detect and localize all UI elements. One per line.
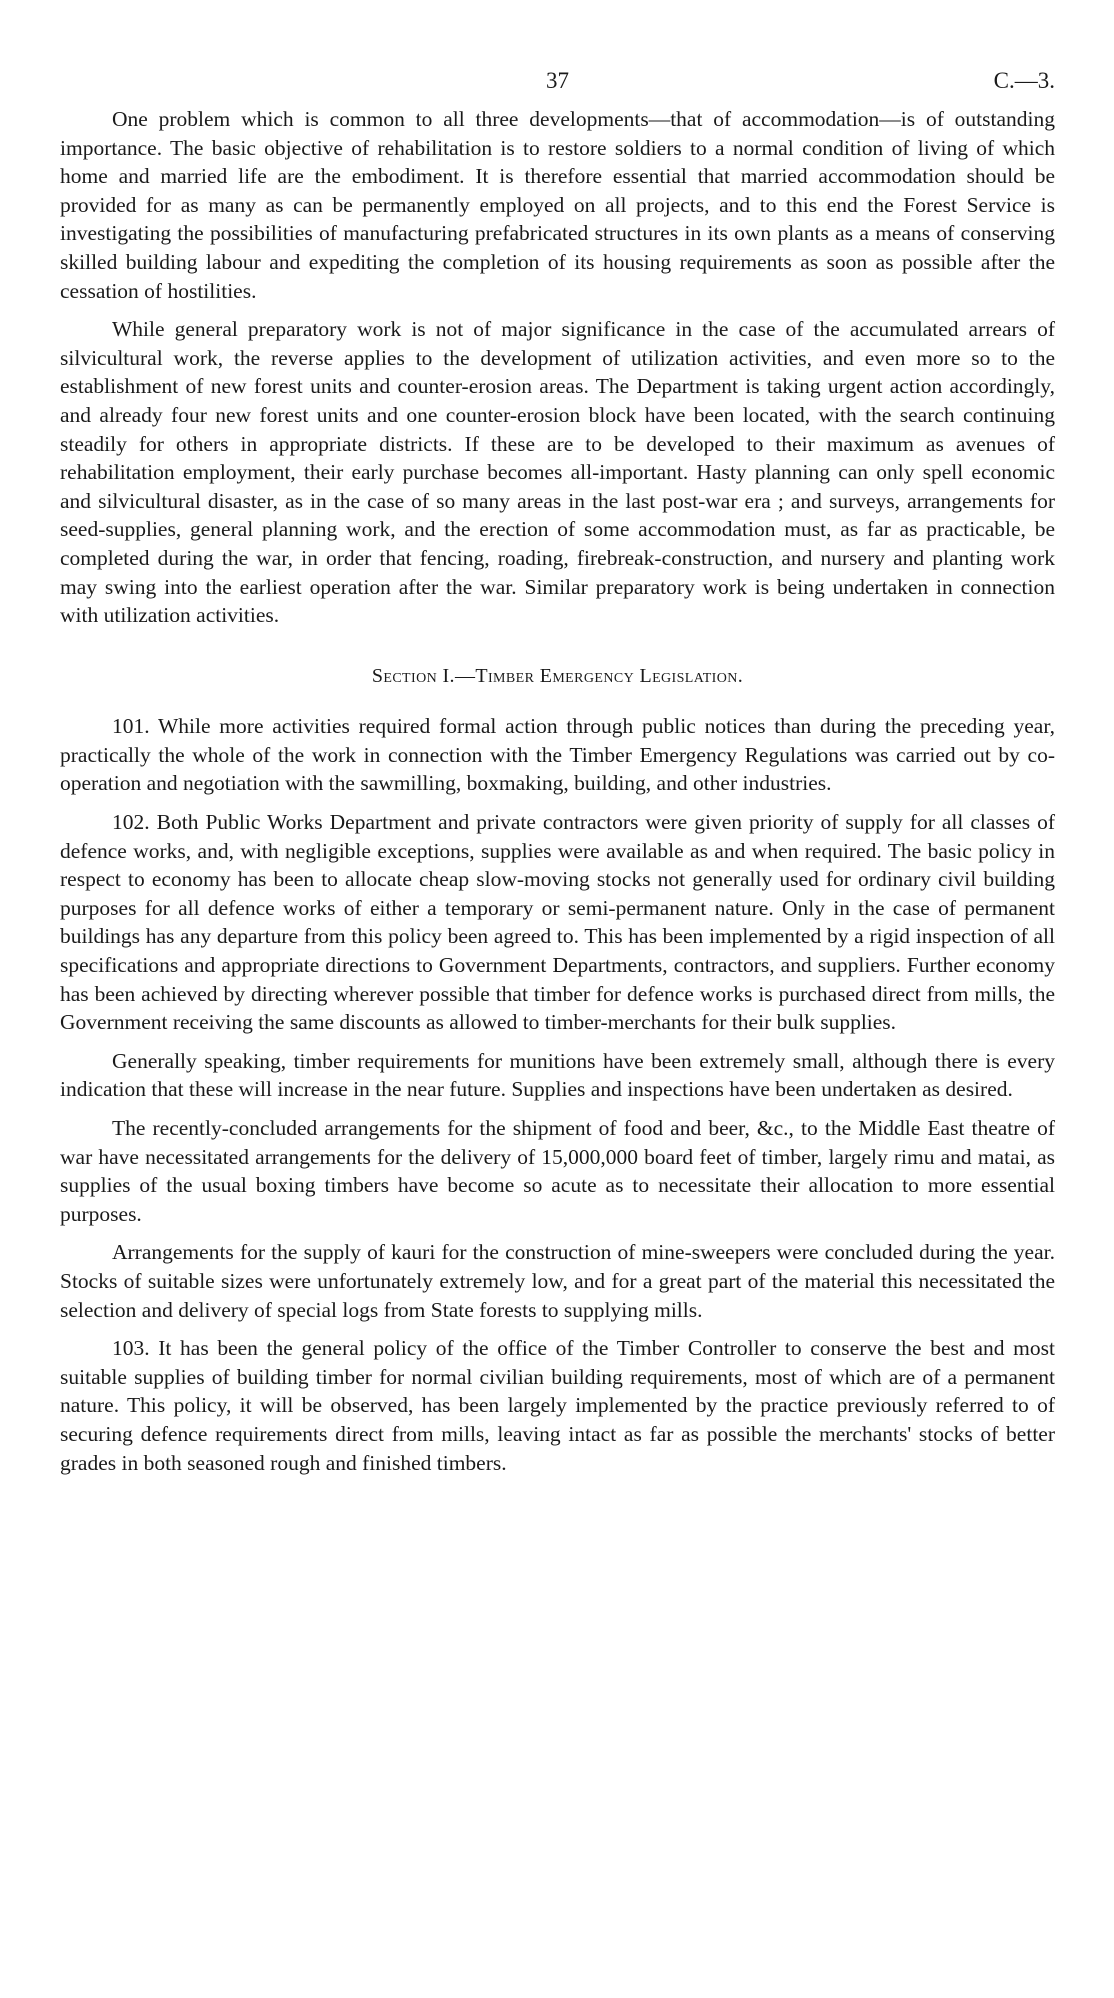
paragraph-accommodation: One problem which is common to all three developments—that of accommodation—is of outstanding importance. The basic objective of rehabilitation is to restore soldiers to a normal condition of living of which home and married life are the embodiment. It is therefore essential that married accommodation should be provided for as many as can be permanently employed on all projects, and to this end the Forest Service is investigating the possibilities of manufacturing prefabricated structures in its own plants as a means of conserving skilled building labour and expediting the completion of its housing requirements as soon as possible after the cessation of hostilities. <box>60 107 1055 303</box>
paragraph-munitions: Generally speaking, timber requirements for munitions have been extremely small, although there is every indication that these will increase in the near future. Supplies and inspections have been undertaken as desired. <box>60 1048 1055 1102</box>
paragraph-101: 101. While more activities required formal action through public notices than during the preceding year, practically the whole of the work in connection with the Timber Emergency Regulations was carried out by co-operation and negotiation with the sawmilling, boxmaking, building, and other industries. <box>60 714 1055 796</box>
body-text <box>60 105 1055 1477</box>
paragraph-middle-east: The recently-concluded arrangements for the shipment of food and beer, &c., to the Middle East theatre of war have necessitated arrangements for the delivery of 15,000,000 board feet of timber, largely rimu and matai, as supplies of the usual boxing timbers have become so acute as to necessitate their allocation to more essential purposes. <box>60 1116 1055 1226</box>
paragraph-102: 102. Both Public Works Department and private contractors were given priority of supply for all classes of defence works, and, with negligible exceptions, supplies were available as and when required. The basic policy in respect to economy has been to allocate cheap slow-moving stocks not generally used for ordinary civil building purposes for all defence works of either a temporary or semi-permanent nature. Only in the case of permanent buildings has any departure from this policy been agreed to. This has been implemented by a rigid inspection of all specifications and appropriate directions to Government Departments, contractors, and suppliers. Further economy has been achieved by directing wherever possible that timber for defence works is purchased direct from mills, the Government receiving the same discounts as allowed to timber-merchants for their bulk supplies. <box>60 810 1055 1035</box>
page-header <box>60 0 1055 105</box>
paragraph-kauri: Arrangements for the supply of kauri for the construction of mine-sweepers were concluded during the year. Stocks of suitable sizes were unfortunately extremely low, and for a great part of the material this necessitated the selection and delivery of special logs from State forests to supplying mills. <box>60 1240 1055 1322</box>
page-number: 37 <box>546 68 569 93</box>
paragraph-103: 103. It has been the general policy of the office of the Timber Controller to conserve the best and most suitable supplies of building timber for normal civilian building requirements, most of which are of a permanent nature. This policy, it will be observed, has been largely implemented by the practice previously referred to of securing defence requirements direct from mills, leaving intact as far as possible the merchants' stocks of better grades in both seasoned rough and finished timbers. <box>60 1336 1055 1475</box>
paragraph-preparatory-work: While general preparatory work is not of major significance in the case of the accumulated arrears of silvicultural work, the reverse applies to the development of utilization activities, and even more so to the establishment of new forest units and counter-erosion areas. The Department is taking urgent action accordingly, and already four new forest units and one counter-erosion block have been located, with the search continuing steadily for others in appropriate districts. If these are to be developed to their maximum as avenues of rehabilitation employment, their early purchase becomes all-important. Hasty planning can only spell economic and silvicultural disaster, as in the case of so many areas in the last post-war era ; and surveys, arrangements for seed-supplies, general planning work, and the erection of some accommodation must, as far as practicable, be completed during the war, in order that fencing, roading, firebreak-construction, and nursery and planting work may swing into the earliest operation after the war. Similar preparatory work is being undertaken in connection with utilization activities. <box>60 317 1055 628</box>
section-heading: Section I.—Timber Emergency Legislation. <box>371 664 744 687</box>
document-page <box>60 0 1055 1487</box>
document-reference: C.—3. <box>993 68 1055 93</box>
